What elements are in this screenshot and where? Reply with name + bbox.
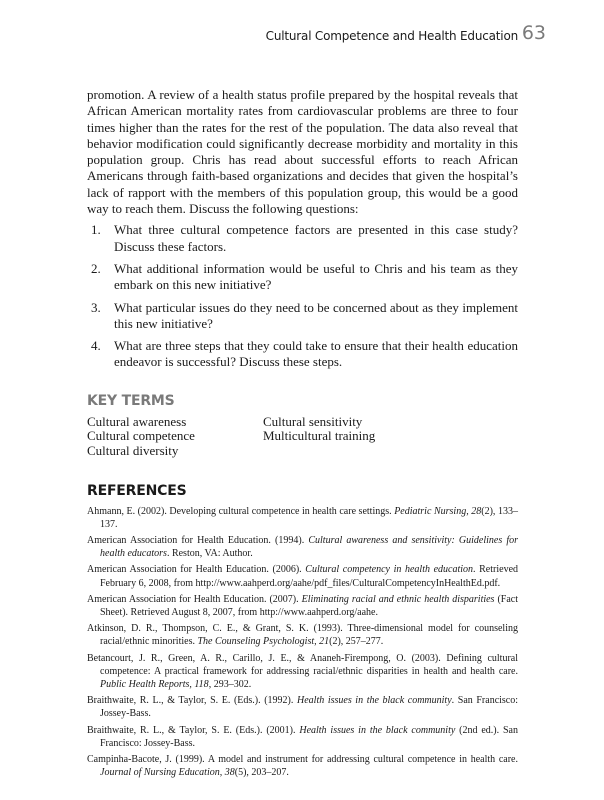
question-number: 3.	[91, 299, 101, 315]
key-terms-heading: KEY TERMS	[87, 392, 175, 409]
reference-entry: Braithwaite, R. L., & Taylor, S. E. (Eds.). (1992). Health issues in the black community. San Francisco: Jossey-Bass.	[87, 695, 519, 720]
key-term: Multicultural training	[263, 428, 376, 444]
reference-entry: Ahmann, E. (2002). Developing cultural competence in health care settings. Pediatric Nursing, 28(2), 133–137.	[87, 505, 518, 530]
key-term: Cultural awareness	[87, 413, 187, 429]
key-term: Cultural sensitivity	[263, 413, 363, 429]
question-number: 2.	[91, 260, 101, 276]
reference-entry: American Association for Health Education. (2007). Eliminating racial and ethnic health disparities (Fact Sheet). Retrieved August 8, 2007, from http://www.aahperd.org/aahe.	[87, 593, 519, 618]
reference-entry: American Association for Health Education. (1994). Cultural awareness and sensitivity: Guidelines for health educators. Reston, VA: Author.	[87, 534, 519, 560]
key-term	[263, 444, 463, 459]
discussion-questions	[87, 222, 518, 370]
key-term: Cultural diversity	[87, 442, 179, 458]
question-item	[87, 261, 518, 294]
key-terms-list	[87, 415, 518, 459]
key-term: Cultural competence	[87, 428, 195, 444]
question-text: What additional information would be useful to Chris and his team as they embark on this new initiative?	[114, 260, 518, 293]
question-item	[87, 338, 518, 371]
references-heading: REFERENCES	[87, 482, 187, 499]
question-item	[87, 222, 518, 255]
question-item	[87, 300, 518, 333]
question-number: 1.	[91, 222, 101, 238]
page-content	[87, 87, 518, 782]
reference-entry: Braithwaite, R. L., & Taylor, S. E. (Eds.). (2001). Health issues in the black community (2nd ed.). San Francisco: Jossey-Bass.	[87, 724, 518, 749]
question-text: What particular issues do they need to be concerned about as they implement this new initiative?	[114, 299, 518, 331]
reference-entry: Atkinson, D. R., Thompson, C. E., & Grant, S. K. (1993). Three-dimensional model for counseling racial/ethnic minorities. The Counseling Psychologist, 21(2), 257–277.	[87, 623, 518, 648]
question-text: What three cultural competence factors are presented in this case study? Discuss these factors.	[114, 222, 518, 254]
page-number: 63	[521, 22, 546, 44]
references-list	[87, 505, 518, 780]
reference-entry: Campinha-Bacote, J. (1999). A model and instrument for addressing cultural competence in health care. Journal of Nursing Education, 38(5), 203–207.	[87, 753, 518, 779]
question-number: 4.	[91, 338, 101, 354]
running-head-title: Cultural Competence and Health Education	[265, 29, 518, 43]
reference-entry: Betancourt, J. R., Green, A. R., Carillo, J. E., & Ananeh-Firempong, O. (2003). Defining cultural competence: A practical framework for addressing racial/ethnic disparities in health and health care. Public Health Reports, 118, 293–302.	[87, 652, 518, 690]
question-text: What are three steps that they could take to ensure that their health education endeavor is successful? Discuss these steps.	[114, 338, 518, 370]
reference-entry: American Association for Health Education. (2006). Cultural competency in health education. Retrieved February 6, 2008, from http://www.aahperd.org/aahe/pdf_files/CulturalCompetencyInHealthEd.pdf.	[87, 564, 519, 589]
body-paragraph: promotion. A review of a health status profile prepared by the hospital reveals that African American mortality rates from cardiovascular problems are three to four times higher than the rates for the rest of the population. The data also reveal that behavior modification could significantly decrease morbidity and mortality in this population group. Chris has read about successful efforts to reach African Americans through faith-based organizations and decides that given the hospital’s lack of rapport with the members of this population group, this would be a good way to reach them. Discuss the following questions:	[87, 87, 518, 217]
